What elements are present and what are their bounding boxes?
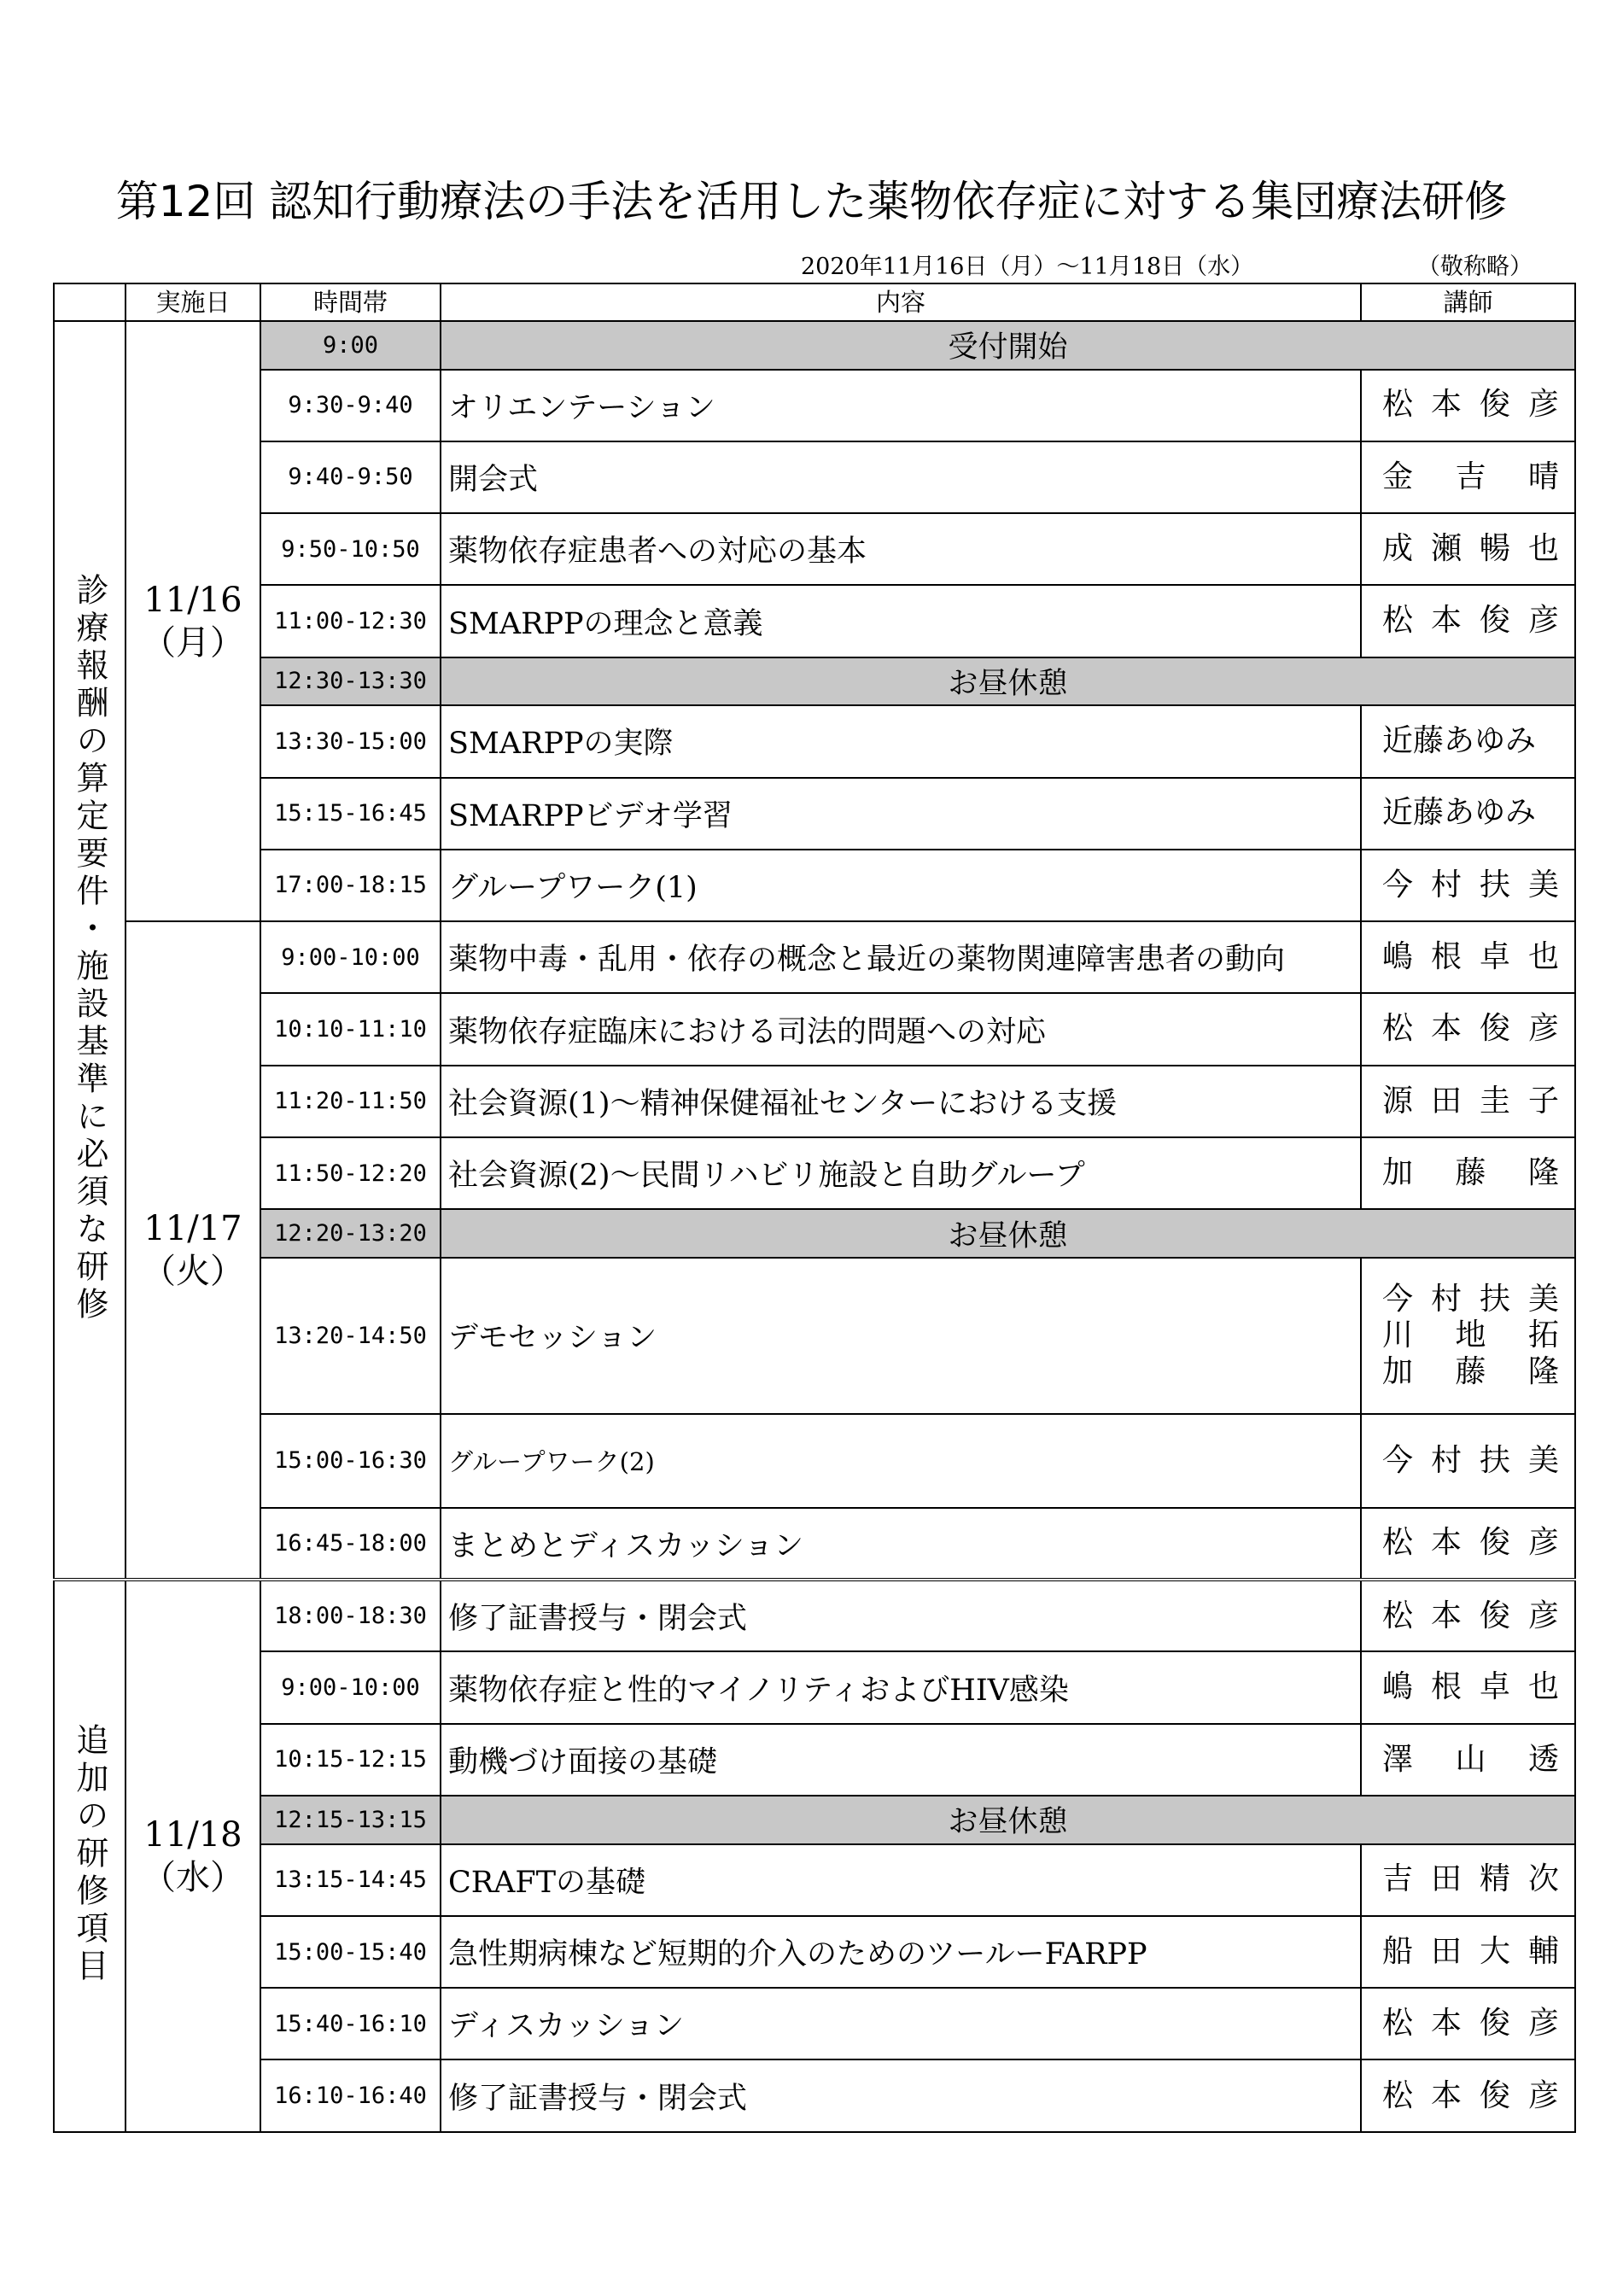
instructor-name bbox=[1382, 1934, 1559, 1970]
session-title: 薬物依存症と性的マイノリティおよびHIV感染 bbox=[441, 1651, 1361, 1723]
instructor-name-part: 大 bbox=[1479, 1933, 1510, 1969]
time-slot: 13:30-15:00 bbox=[260, 705, 441, 777]
instructor-name bbox=[1382, 939, 1559, 975]
session-title: 動機づけ面接の基礎 bbox=[441, 1724, 1361, 1796]
day-cell bbox=[126, 1580, 260, 2132]
session-title: 開会式 bbox=[441, 441, 1361, 513]
instructor-name-part: 本 bbox=[1430, 1011, 1462, 1047]
instructor-name-part: 松 bbox=[1382, 2006, 1414, 2042]
instructor-name-part: 松 bbox=[1382, 1525, 1414, 1561]
instructor-cell bbox=[1361, 778, 1575, 850]
instructor-name bbox=[1382, 1317, 1559, 1353]
instructor-name-part: 近藤あゆみ bbox=[1382, 795, 1537, 831]
table-row bbox=[54, 1651, 1575, 1723]
instructor-name bbox=[1382, 459, 1559, 495]
break-label: 受付開始 bbox=[441, 321, 1575, 370]
instructor-name-part: 吉 bbox=[1382, 1861, 1414, 1897]
instructor-name-part: 彦 bbox=[1527, 1525, 1559, 1561]
instructor-name-part: 松 bbox=[1382, 2077, 1414, 2113]
instructor-name-part: 扶 bbox=[1479, 1442, 1510, 1478]
instructor-name-part: 暢 bbox=[1479, 531, 1510, 567]
day-date: 11/16 bbox=[143, 580, 242, 620]
instructor-name-part: 本 bbox=[1430, 2006, 1462, 2042]
section-label-additional bbox=[54, 1580, 126, 2132]
time-slot: 13:15-14:45 bbox=[260, 1844, 441, 1916]
instructor-cell bbox=[1361, 1988, 1575, 2059]
table-row bbox=[54, 1916, 1575, 1988]
header-instructor: 講師 bbox=[1361, 283, 1575, 321]
instructor-name-part: 輔 bbox=[1527, 1933, 1559, 1969]
instructor-name-part: 俊 bbox=[1479, 1598, 1510, 1633]
time-slot: 11:20-11:50 bbox=[260, 1066, 441, 1137]
session-title: 社会資源(2)～民間リハビリ施設と自助グループ bbox=[441, 1137, 1361, 1209]
instructor-name-part: 俊 bbox=[1479, 2077, 1510, 2113]
section-text: 診療報酬の算定要件・施設基準に必須な研修 bbox=[71, 572, 108, 1324]
instructor-name-part: 成 bbox=[1382, 531, 1414, 567]
instructor-name-part: 彦 bbox=[1527, 1011, 1559, 1047]
time-slot: 17:00-18:15 bbox=[260, 850, 441, 921]
instructor-cell bbox=[1361, 705, 1575, 777]
instructor-name-part: 村 bbox=[1430, 867, 1462, 903]
instructor-name-part: 嶋 bbox=[1382, 939, 1414, 975]
break-label: お昼休憩 bbox=[441, 1796, 1575, 1844]
day-date: 11/17 bbox=[143, 1209, 242, 1249]
break-label: お昼休憩 bbox=[441, 657, 1575, 706]
time-slot: 15:40-16:10 bbox=[260, 1988, 441, 2059]
instructor-name bbox=[1382, 1011, 1559, 1047]
time-slot: 9:00-10:00 bbox=[260, 1651, 441, 1723]
session-title: SMARPPビデオ学習 bbox=[441, 778, 1361, 850]
instructor-name bbox=[1382, 1598, 1559, 1634]
time-slot: 12:30-13:30 bbox=[260, 657, 441, 706]
instructor-name-part: 卓 bbox=[1479, 1669, 1510, 1705]
instructor-name-part: 扶 bbox=[1479, 867, 1510, 903]
instructor-name-part: 彦 bbox=[1527, 603, 1559, 639]
instructor-name bbox=[1382, 1354, 1559, 1390]
table-row bbox=[54, 370, 1575, 441]
table-row bbox=[54, 585, 1575, 657]
instructor-name-part: 加 bbox=[1382, 1353, 1414, 1389]
session-title: 社会資源(1)～精神保健福祉センターにおける支援 bbox=[441, 1066, 1361, 1137]
instructor-name bbox=[1382, 1155, 1559, 1191]
instructor-name-part: 地 bbox=[1455, 1317, 1486, 1353]
instructor-name bbox=[1382, 868, 1559, 903]
table-row bbox=[54, 441, 1575, 513]
instructor-cell bbox=[1361, 921, 1575, 993]
table-row bbox=[54, 1137, 1575, 1209]
time-slot: 15:15-16:45 bbox=[260, 778, 441, 850]
instructor-name-part: 本 bbox=[1430, 603, 1462, 639]
instructor-name-part: 金 bbox=[1382, 459, 1414, 494]
day-cell bbox=[126, 321, 260, 921]
break-row bbox=[54, 1796, 1575, 1844]
instructor-cell bbox=[1361, 513, 1575, 585]
time-slot: 18:00-18:30 bbox=[260, 1580, 441, 1651]
instructor-name-part: 美 bbox=[1527, 1281, 1559, 1317]
instructor-name-part: 藤 bbox=[1455, 1154, 1486, 1190]
instructor-name-part: 晴 bbox=[1527, 459, 1559, 494]
break-row bbox=[54, 1209, 1575, 1258]
instructor-name-part: 澤 bbox=[1382, 1741, 1414, 1777]
break-label: お昼休憩 bbox=[441, 1209, 1575, 1258]
instructor-name-part: 子 bbox=[1527, 1083, 1559, 1119]
table-row bbox=[54, 1724, 1575, 1796]
day-cell bbox=[126, 921, 260, 1580]
header-content: 内容 bbox=[441, 283, 1361, 321]
instructor-name-part: 松 bbox=[1382, 1598, 1414, 1633]
instructor-cell bbox=[1361, 585, 1575, 657]
instructor-cell bbox=[1361, 1258, 1575, 1414]
instructor-name-part: 根 bbox=[1430, 939, 1462, 975]
instructor-name bbox=[1382, 723, 1559, 759]
instructor-name-part: 山 bbox=[1455, 1741, 1486, 1777]
table-row bbox=[54, 705, 1575, 777]
time-slot: 10:15-12:15 bbox=[260, 1724, 441, 1796]
session-title: グループワーク(2) bbox=[441, 1414, 1361, 1508]
instructor-name-part: 根 bbox=[1430, 1669, 1462, 1705]
instructor-cell bbox=[1361, 1651, 1575, 1723]
time-slot: 9:40-9:50 bbox=[260, 441, 441, 513]
day-date: 11/18 bbox=[143, 1815, 242, 1855]
instructor-name bbox=[1382, 531, 1559, 567]
instructor-name-part: 美 bbox=[1527, 867, 1559, 903]
instructor-cell bbox=[1361, 1508, 1575, 1580]
instructor-name-part: 本 bbox=[1430, 387, 1462, 423]
session-title: SMARPPの理念と意義 bbox=[441, 585, 1361, 657]
instructor-name-part: 今 bbox=[1382, 1442, 1414, 1478]
session-title: ディスカッション bbox=[441, 1988, 1361, 2059]
instructor-name-part: 透 bbox=[1527, 1741, 1559, 1777]
session-title: デモセッション bbox=[441, 1258, 1361, 1414]
instructor-name-part: 村 bbox=[1430, 1442, 1462, 1478]
time-slot: 12:15-13:15 bbox=[260, 1796, 441, 1844]
instructor-cell bbox=[1361, 2059, 1575, 2132]
session-title: SMARPPの実際 bbox=[441, 705, 1361, 777]
instructor-name-part: 今 bbox=[1382, 1281, 1414, 1317]
instructor-name-part: 本 bbox=[1430, 1525, 1462, 1561]
section-label-required bbox=[54, 321, 126, 1580]
instructor-name-part: 近藤あゆみ bbox=[1382, 723, 1537, 759]
instructor-name-part: 松 bbox=[1382, 603, 1414, 639]
session-title: 薬物依存症患者への対応の基本 bbox=[441, 513, 1361, 585]
table-row bbox=[54, 850, 1575, 921]
header-row bbox=[54, 283, 1575, 321]
session-title: 急性期病棟など短期的介入のためのツールーFARPP bbox=[441, 1916, 1361, 1988]
time-slot: 13:20-14:50 bbox=[260, 1258, 441, 1414]
time-slot: 16:10-16:40 bbox=[260, 2059, 441, 2132]
instructor-name-part: 彦 bbox=[1527, 387, 1559, 423]
table-row bbox=[54, 993, 1575, 1065]
instructor-name-part: 圭 bbox=[1479, 1083, 1510, 1119]
instructor-name-part: 今 bbox=[1382, 867, 1414, 903]
instructor-cell bbox=[1361, 850, 1575, 921]
table-row bbox=[54, 1066, 1575, 1137]
instructor-name-part: 精 bbox=[1479, 1861, 1510, 1897]
header-date: 実施日 bbox=[126, 283, 260, 321]
time-slot: 9:50-10:50 bbox=[260, 513, 441, 585]
instructor-name bbox=[1382, 603, 1559, 639]
instructor-name-part: 本 bbox=[1430, 2077, 1462, 2113]
break-row bbox=[54, 321, 1575, 370]
instructor-name-part: 村 bbox=[1430, 1281, 1462, 1317]
instructor-name-part: 次 bbox=[1527, 1861, 1559, 1897]
table-row bbox=[54, 1508, 1575, 1580]
instructor-name-part: 俊 bbox=[1479, 1525, 1510, 1561]
page-title: 第12回 認知行動療法の手法を活用した薬物依存症に対する集団療法研修 bbox=[115, 177, 1508, 226]
instructor-name-part: 俊 bbox=[1479, 2006, 1510, 2042]
instructor-name bbox=[1382, 2078, 1559, 2114]
instructor-name-part: 扶 bbox=[1479, 1281, 1510, 1317]
table-row bbox=[54, 921, 1575, 993]
table-row bbox=[54, 778, 1575, 850]
instructor-name-part: 源 bbox=[1382, 1083, 1414, 1119]
session-title: グループワーク(1) bbox=[441, 850, 1361, 921]
instructor-name-part: 也 bbox=[1527, 939, 1559, 975]
instructor-name-part: 隆 bbox=[1527, 1353, 1559, 1389]
honorific-note: （敬称略） bbox=[1417, 254, 1533, 280]
day-weekday: （水） bbox=[142, 1858, 244, 1898]
instructor-name bbox=[1382, 1282, 1559, 1317]
instructor-cell bbox=[1361, 1137, 1575, 1209]
instructor-name bbox=[1382, 1525, 1559, 1561]
instructor-cell bbox=[1361, 441, 1575, 513]
time-slot: 15:00-16:30 bbox=[260, 1414, 441, 1508]
instructor-name-part: 美 bbox=[1527, 1442, 1559, 1478]
table-row bbox=[54, 2059, 1575, 2132]
table-row bbox=[54, 1580, 1575, 1651]
instructor-name-part: 川 bbox=[1382, 1317, 1414, 1353]
table-row bbox=[54, 1988, 1575, 2059]
instructor-name bbox=[1382, 2006, 1559, 2042]
instructor-name bbox=[1382, 1861, 1559, 1897]
schedule-body bbox=[54, 321, 1575, 2132]
time-slot: 9:00 bbox=[260, 321, 441, 370]
table-row bbox=[54, 1258, 1575, 1414]
session-title: オリエンテーション bbox=[441, 370, 1361, 441]
time-slot: 11:00-12:30 bbox=[260, 585, 441, 657]
instructor-name-part: 也 bbox=[1527, 1669, 1559, 1705]
instructor-name-part: 本 bbox=[1430, 1598, 1462, 1633]
instructor-name-part: 田 bbox=[1430, 1083, 1462, 1119]
instructor-name-part: 吉 bbox=[1455, 459, 1486, 494]
instructor-cell bbox=[1361, 1844, 1575, 1916]
time-slot: 16:45-18:00 bbox=[260, 1508, 441, 1580]
date-range: 2020年11月16日（月）～11月18日（水） bbox=[801, 254, 1254, 280]
instructor-name-part: 卓 bbox=[1479, 939, 1510, 975]
header-blank bbox=[54, 283, 126, 321]
session-title: 修了証書授与・閉会式 bbox=[441, 1580, 1361, 1651]
instructor-name-part: 船 bbox=[1382, 1933, 1414, 1969]
time-slot: 9:00-10:00 bbox=[260, 921, 441, 993]
time-slot: 15:00-15:40 bbox=[260, 1916, 441, 1988]
instructor-name-part: 俊 bbox=[1479, 603, 1510, 639]
session-title: CRAFTの基礎 bbox=[441, 1844, 1361, 1916]
instructor-name-part: 藤 bbox=[1455, 1353, 1486, 1389]
instructor-name-part: 田 bbox=[1430, 1861, 1462, 1897]
instructor-cell bbox=[1361, 1916, 1575, 1988]
instructor-cell bbox=[1361, 993, 1575, 1065]
header-time: 時間帯 bbox=[260, 283, 441, 321]
instructor-name-part: 彦 bbox=[1527, 2077, 1559, 2113]
time-slot: 10:10-11:10 bbox=[260, 993, 441, 1065]
session-title: 薬物中毒・乱用・依存の概念と最近の薬物関連障害患者の動向 bbox=[441, 921, 1361, 993]
schedule-table bbox=[53, 283, 1576, 2133]
instructor-cell bbox=[1361, 1724, 1575, 1796]
break-row bbox=[54, 657, 1575, 706]
instructor-name-part: 俊 bbox=[1479, 1011, 1510, 1047]
instructor-name-part: 瀬 bbox=[1430, 531, 1462, 567]
instructor-name-part: 拓 bbox=[1527, 1317, 1559, 1353]
instructor-name-part: 彦 bbox=[1527, 1598, 1559, 1633]
instructor-cell bbox=[1361, 1066, 1575, 1137]
instructor-name-part: 田 bbox=[1430, 1933, 1462, 1969]
table-row bbox=[54, 1414, 1575, 1508]
instructor-cell bbox=[1361, 1414, 1575, 1508]
session-title: 修了証書授与・閉会式 bbox=[441, 2059, 1361, 2132]
instructor-name bbox=[1382, 795, 1559, 831]
instructor-cell bbox=[1361, 370, 1575, 441]
instructor-name bbox=[1382, 387, 1559, 423]
instructor-name-part: 松 bbox=[1382, 1011, 1414, 1047]
section-text: 追加の研修項目 bbox=[71, 1723, 108, 1987]
instructor-name bbox=[1382, 1742, 1559, 1778]
time-slot: 12:20-13:20 bbox=[260, 1209, 441, 1258]
instructor-name-part: 隆 bbox=[1527, 1154, 1559, 1190]
table-row bbox=[54, 1844, 1575, 1916]
instructor-name-part: 也 bbox=[1527, 531, 1559, 567]
instructor-name-part: 加 bbox=[1382, 1154, 1414, 1190]
session-title: 薬物依存症臨床における司法的問題への対応 bbox=[441, 993, 1361, 1065]
instructor-cell bbox=[1361, 1580, 1575, 1651]
instructor-name bbox=[1382, 1443, 1559, 1479]
session-title: まとめとディスカッション bbox=[441, 1508, 1361, 1580]
instructor-name bbox=[1382, 1084, 1559, 1119]
time-slot: 9:30-9:40 bbox=[260, 370, 441, 441]
table-row bbox=[54, 513, 1575, 585]
instructor-name-part: 彦 bbox=[1527, 2006, 1559, 2042]
day-weekday: （火） bbox=[142, 1252, 244, 1292]
day-weekday: （月） bbox=[142, 622, 244, 663]
instructor-name bbox=[1382, 1669, 1559, 1705]
instructor-name-part: 俊 bbox=[1479, 387, 1510, 423]
instructor-name-part: 松 bbox=[1382, 387, 1414, 423]
time-slot: 11:50-12:20 bbox=[260, 1137, 441, 1209]
instructor-name-part: 嶋 bbox=[1382, 1669, 1414, 1705]
